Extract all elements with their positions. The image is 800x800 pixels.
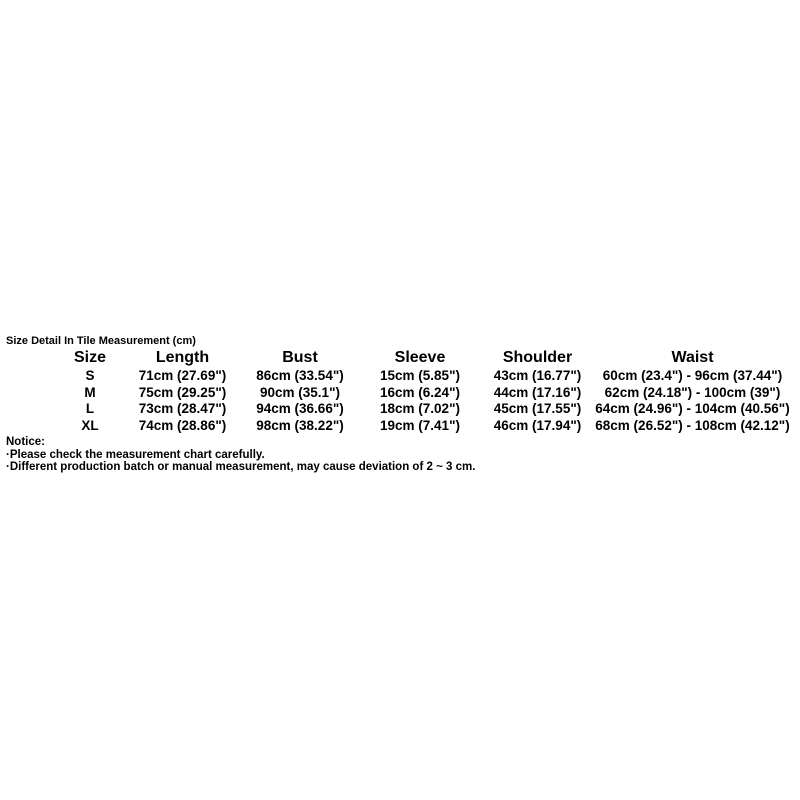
cell-bust: 90cm (35.1") — [260, 384, 340, 400]
cell-length: 73cm (28.47") — [138, 401, 227, 416]
table-row-s — [55, 368, 790, 385]
notice-section — [6, 436, 475, 474]
column-header-shoulder: Shoulder — [502, 349, 573, 366]
cell-waist: 62cm (24.18") - 100cm (39") — [604, 384, 781, 400]
column-header-sleeve: Sleeve — [394, 349, 446, 366]
size-table — [55, 348, 790, 434]
cell-bust: 86cm (33.54") — [256, 368, 344, 383]
cell-sleeve: 18cm (7.02") — [380, 401, 460, 416]
notice-line: ·Please check the measurement chart carefully. — [6, 448, 265, 461]
cell-length: 75cm (29.25") — [138, 384, 227, 400]
table-header-row — [55, 348, 790, 368]
notice-heading: Notice: — [6, 436, 45, 448]
size-chart-title: Size Detail In Tile Measurement (cm) — [6, 335, 196, 347]
cell-shoulder: 44cm (17.16") — [493, 384, 582, 400]
cell-length: 74cm (28.86") — [138, 417, 227, 433]
cell-bust: 98cm (38.22") — [256, 417, 344, 433]
cell-shoulder: 46cm (17.94") — [493, 417, 582, 433]
cell-sleeve: 16cm (6.24") — [380, 384, 460, 400]
cell-size: L — [85, 401, 95, 416]
cell-shoulder: 43cm (16.77") — [493, 368, 582, 383]
cell-waist: 68cm (26.52") - 108cm (42.12") — [595, 417, 790, 433]
table-row-xl — [55, 418, 790, 435]
column-header-length: Length — [155, 349, 210, 366]
column-header-size: Size — [73, 349, 106, 366]
column-header-bust: Bust — [282, 349, 318, 366]
cell-size: M — [84, 384, 96, 400]
cell-shoulder: 45cm (17.55") — [493, 401, 582, 416]
cell-waist: 64cm (24.96") - 104cm (40.56") — [595, 401, 790, 416]
cell-bust: 94cm (36.66") — [256, 401, 344, 416]
cell-sleeve: 19cm (7.41") — [380, 417, 460, 433]
table-row-l — [55, 401, 790, 418]
column-header-waist: Waist — [671, 349, 714, 366]
cell-size: S — [85, 368, 95, 383]
table-row-m — [55, 385, 790, 402]
notice-line: ·Different production batch or manual measurement, may cause deviation of 2 ~ 3 cm. — [6, 461, 476, 474]
cell-waist: 60cm (23.4") - 96cm (37.44") — [602, 368, 783, 383]
cell-length: 71cm (27.69") — [138, 368, 227, 383]
cell-size: XL — [81, 417, 99, 433]
cell-sleeve: 15cm (5.85") — [380, 368, 460, 383]
